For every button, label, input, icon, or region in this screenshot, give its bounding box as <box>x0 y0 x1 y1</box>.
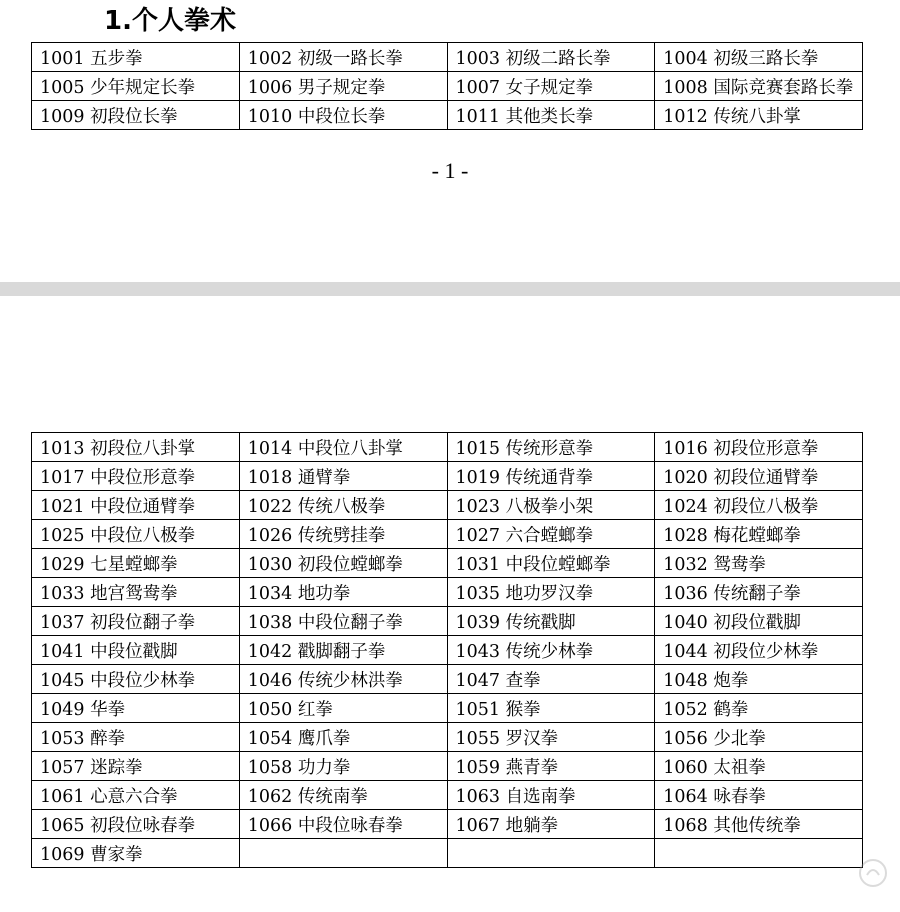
table-cell: 1053 醉拳 <box>32 723 240 752</box>
table-cell: 1019 传统通背拳 <box>447 462 655 491</box>
table-cell: 1022 传统八极拳 <box>239 491 447 520</box>
table-cell: 1039 传统戳脚 <box>447 607 655 636</box>
table-cell: 1042 戳脚翻子拳 <box>239 636 447 665</box>
page-separator <box>0 282 900 296</box>
table-cell: 1015 传统形意拳 <box>447 433 655 462</box>
table-cell: 1055 罗汉拳 <box>447 723 655 752</box>
table-row <box>32 636 863 665</box>
table-cell: 1027 六合螳螂拳 <box>447 520 655 549</box>
table-cell: 1001 五步拳 <box>32 43 240 72</box>
table-cell: 1004 初级三路长拳 <box>655 43 863 72</box>
table-cell: 1038 中段位翻子拳 <box>239 607 447 636</box>
watermark <box>858 858 888 888</box>
table-cell: 1058 功力拳 <box>239 752 447 781</box>
table-row <box>32 810 863 839</box>
code-table-page-1 <box>31 42 863 130</box>
table-cell: 1069 曹家拳 <box>32 839 240 868</box>
table-cell: 1005 少年规定长拳 <box>32 72 240 101</box>
table-cell: 1017 中段位形意拳 <box>32 462 240 491</box>
table-row <box>32 101 863 130</box>
table-cell: 1014 中段位八卦掌 <box>239 433 447 462</box>
table-cell: 1043 传统少林拳 <box>447 636 655 665</box>
table-cell: 1052 鹤拳 <box>655 694 863 723</box>
table-cell: 1002 初级一路长拳 <box>239 43 447 72</box>
table-cell: 1047 查拳 <box>447 665 655 694</box>
table-cell: 1057 迷踪拳 <box>32 752 240 781</box>
table-cell <box>239 839 447 868</box>
table-cell: 1062 传统南拳 <box>239 781 447 810</box>
page-number: - 1 - <box>431 158 469 183</box>
table-row <box>32 43 863 72</box>
table-cell: 1046 传统少林洪拳 <box>239 665 447 694</box>
table-cell: 1016 初段位形意拳 <box>655 433 863 462</box>
table-cell <box>447 839 655 868</box>
table-cell: 1066 中段位咏春拳 <box>239 810 447 839</box>
table-cell: 1056 少北拳 <box>655 723 863 752</box>
table-cell: 1061 心意六合拳 <box>32 781 240 810</box>
table-cell: 1067 地躺拳 <box>447 810 655 839</box>
table-cell: 1035 地功罗汉拳 <box>447 578 655 607</box>
table-cell: 1008 国际竞赛套路长拳 <box>655 72 863 101</box>
table-cell: 1063 自选南拳 <box>447 781 655 810</box>
table-cell: 1012 传统八卦掌 <box>655 101 863 130</box>
table-cell: 1031 中段位螳螂拳 <box>447 549 655 578</box>
table-cell: 1013 初段位八卦掌 <box>32 433 240 462</box>
table-cell: 1040 初段位戳脚 <box>655 607 863 636</box>
table-cell: 1025 中段位八极拳 <box>32 520 240 549</box>
table-cell: 1023 八极拳小架 <box>447 491 655 520</box>
table-cell: 1060 太祖拳 <box>655 752 863 781</box>
table-cell: 1030 初段位螳螂拳 <box>239 549 447 578</box>
table-cell: 1007 女子规定拳 <box>447 72 655 101</box>
table-row <box>32 520 863 549</box>
table-row <box>32 665 863 694</box>
table-row <box>32 72 863 101</box>
table-cell: 1011 其他类长拳 <box>447 101 655 130</box>
table-cell: 1044 初段位少林拳 <box>655 636 863 665</box>
table-cell: 1068 其他传统拳 <box>655 810 863 839</box>
table-cell: 1010 中段位长拳 <box>239 101 447 130</box>
table-row <box>32 578 863 607</box>
table-cell: 1021 中段位通臂拳 <box>32 491 240 520</box>
table-cell: 1037 初段位翻子拳 <box>32 607 240 636</box>
code-table-page-2 <box>31 432 863 868</box>
table-row <box>32 781 863 810</box>
table-row <box>32 549 863 578</box>
table-cell: 1032 鸳鸯拳 <box>655 549 863 578</box>
table-cell: 1029 七星螳螂拳 <box>32 549 240 578</box>
table-cell: 1028 梅花螳螂拳 <box>655 520 863 549</box>
watermark-logo-icon <box>858 858 888 888</box>
table-cell: 1034 地功拳 <box>239 578 447 607</box>
table-cell: 1026 传统劈挂拳 <box>239 520 447 549</box>
table-row <box>32 491 863 520</box>
table-cell: 1018 通臂拳 <box>239 462 447 491</box>
table-row <box>32 752 863 781</box>
table-cell: 1051 猴拳 <box>447 694 655 723</box>
table-row <box>32 462 863 491</box>
page-2 <box>0 296 900 912</box>
table-cell: 1024 初段位八极拳 <box>655 491 863 520</box>
table-row <box>32 433 863 462</box>
table-cell: 1048 炮拳 <box>655 665 863 694</box>
table-cell: 1049 华拳 <box>32 694 240 723</box>
table-cell <box>655 839 863 868</box>
table-cell: 1036 传统翻子拳 <box>655 578 863 607</box>
table-cell: 1065 初段位咏春拳 <box>32 810 240 839</box>
table-cell: 1054 鹰爪拳 <box>239 723 447 752</box>
table-row <box>32 694 863 723</box>
table-row <box>32 839 863 868</box>
table-cell: 1064 咏春拳 <box>655 781 863 810</box>
table-cell: 1033 地宫鸳鸯拳 <box>32 578 240 607</box>
section-heading: 1.个人拳术 <box>104 6 236 36</box>
table-cell: 1041 中段位戳脚 <box>32 636 240 665</box>
table-cell: 1020 初段位通臂拳 <box>655 462 863 491</box>
table-cell: 1050 红拳 <box>239 694 447 723</box>
table-cell: 1003 初级二路长拳 <box>447 43 655 72</box>
table-cell: 1045 中段位少林拳 <box>32 665 240 694</box>
table-cell: 1006 男子规定拳 <box>239 72 447 101</box>
page-1 <box>0 0 900 282</box>
table-cell: 1009 初段位长拳 <box>32 101 240 130</box>
table-cell: 1059 燕青拳 <box>447 752 655 781</box>
table-row <box>32 723 863 752</box>
table-row <box>32 607 863 636</box>
